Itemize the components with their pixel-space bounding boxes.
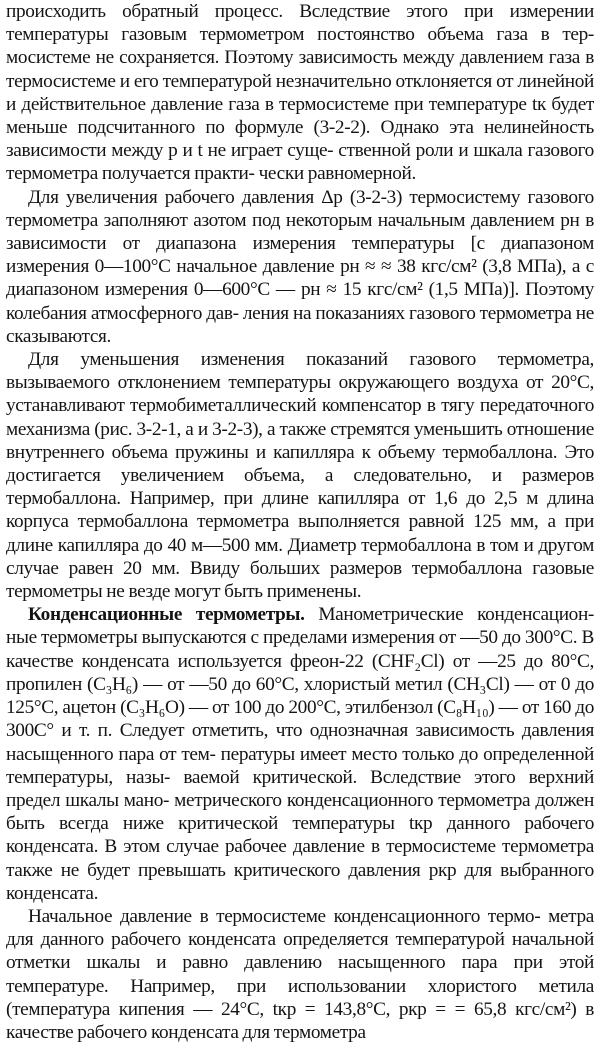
line: ные термометры выпускаются с пределами измерения от —50 — [6, 627, 498, 649]
line: происходить обратный процесс. Вследствие этого при измерении — [6, 1, 594, 22]
line: не будет превышать критического давления pкр для выбранного — [60, 859, 594, 881]
line: вызываемого отклонением температуры окружающего воздуха от — [6, 372, 544, 394]
line: а следовательно, и размеров термобаллона. Например, при длине — [6, 465, 594, 510]
line: ления на показаниях газового термометра не сказываются. — [6, 302, 594, 347]
line: 20°С, устанавливают термобиметаллический компенсатор в тягу — [6, 372, 594, 417]
line: метила (температура кипения — 24°С, tкр = 143,8°С, pкр = — [6, 975, 594, 1020]
paragraph-3 — [6, 348, 594, 603]
line: что однозначная зависимость давления насыщенного пара от тем- — [6, 720, 594, 765]
line: газа в термосистеме и его температурой незначительно отклоняется — [6, 47, 594, 92]
line: Манометрические конденсацион- — [304, 604, 594, 626]
line: до 300°С. В качестве конденсата используется фреон-22 (CHF₂Cl) — [6, 627, 594, 672]
line: при этой температуре. Например, при использовании хлористого — [6, 952, 594, 997]
line: мосистеме не сохраняется. Поэтому зависимость между давлением — [6, 47, 544, 69]
line: метил (CH₃Cl) — от 0 до 125°С, ацетон (C₃H₆O) — от 100 до 200°С, — [6, 673, 594, 719]
line: температуре tк будет меньше подсчитанного по формуле (3-2-2). — [6, 93, 594, 139]
section-heading: Конденсационные термометры. — [28, 604, 305, 626]
line: капилляра от 1,6 до 2,5 м длина корпуса термобаллона термометра — [6, 488, 594, 533]
line: от линейной и действительное давление газа в термосистеме при — [6, 70, 594, 115]
line: давлением pн в зависимости от диапазона измерения температуры — [6, 209, 594, 255]
line: Для уменьшения изменения показаний газового термометра, — [28, 349, 594, 371]
line: к объему термобаллона. Это достигается увеличением объема, — [6, 441, 594, 487]
line: чески равномерной. — [258, 163, 416, 185]
line: пературы имеет место только до определенной температуры, назы- — [6, 743, 594, 788]
paragraph-4 — [6, 603, 594, 905]
line: этилбензол (C₈H₁₀) — от 160 до 300С° и т. п. Следует отметить, — [6, 697, 594, 742]
line: ваемой критической. Вследствие этого верхний предел шкалы мано- — [6, 766, 594, 811]
document-page — [6, 0, 594, 1044]
line: В этом случае рабочее давление в термосистеме термометра также — [6, 836, 594, 881]
line: газового термометра заполняют азотом под некоторым начальным — [6, 186, 594, 231]
paragraph-5 — [6, 905, 594, 1044]
paragraph-2 — [6, 186, 594, 348]
line: Для увеличения рабочего давления Δp (3-2-3) термосистему — [28, 186, 521, 208]
line: ственной роли и шкала газового термометра получается практи- — [6, 140, 594, 185]
paragraph-1 — [6, 0, 594, 186]
line: передаточного механизма (рис. 3-2-1, а и 3-2-3), а также стремятся — [6, 395, 594, 440]
line: Начальное давление в термосистеме конденсационного термо- — [28, 905, 541, 927]
line: ≈ 38 кгс/см² (3,8 МПа), а с диапазоном измерения 0—600°С — — [6, 256, 594, 301]
line: больших размеров термобаллона газовые термометры не везде — [6, 557, 594, 603]
line: Диаметр термобаллона в том и другом случае равен 20 мм. Ввиду — [6, 534, 594, 579]
line: = 65,8 кгс/см²) в качестве рабочего конденсата для термометра — [6, 998, 594, 1043]
line: [с диапазоном измерения 0—100°С начальное давление pн ≈ — [6, 233, 594, 278]
line: метрического конденсационного термометра должен быть всегда — [6, 789, 594, 835]
line: конденсата. — [6, 882, 99, 904]
line: pн ≈ 15 кгс/см² (1,5 МПа)]. Поэтому колебания атмосферного дав- — [6, 279, 594, 324]
line: начальной отметки шкалы и равно давлению насыщенного пара — [6, 929, 594, 974]
line: метра для данного рабочего конденсата определяется температурой — [6, 905, 594, 951]
line: выполняется равной 125 мм, а при длине капилляра до 40 м—500 мм. — [6, 511, 594, 556]
line: от —25 до 80°С, пропилен (C₃H₆) — от —50 до 60°С, хлористый — [6, 650, 594, 695]
line: Однако эта нелинейность зависимости между p и t не играет суще- — [6, 117, 594, 162]
line: температуры газовым термометром постоянство объема газа в тер- — [6, 24, 594, 46]
line: уменьшить отношение внутреннего объема пружины и капилляра — [6, 418, 594, 463]
line: могут быть применены. — [174, 581, 362, 603]
line: ниже критической температуры tкр данного рабочего конденсата. — [6, 813, 594, 858]
